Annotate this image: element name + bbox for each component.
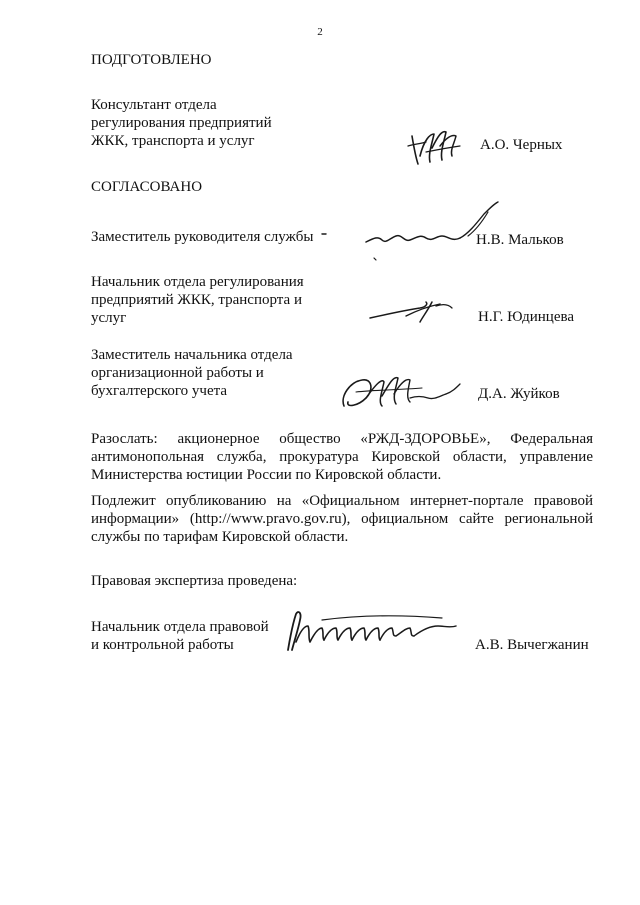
agreed-name-1: Н.В. Мальков [476, 232, 564, 248]
prepared-position: Консультант отдела регулирования предприятий ЖКК, транспорта и услуг [91, 97, 272, 149]
page-number: 2 [317, 26, 323, 38]
prepared-heading: ПОДГОТОВЛЕНО [91, 52, 212, 68]
agreed-signature-3 [336, 368, 470, 416]
legal-review-name: А.В. Вычегжанин [475, 637, 589, 653]
legal-review-text: Правовая экспертиза проведена: [91, 573, 298, 589]
agreed-position-1: Заместитель руководителя службы [91, 229, 314, 245]
distribution-text: Разослать: акционерное общество «РЖД-ЗДОРОВЬЕ», Федеральная антимонопольная служба, прокуратура Кировской области, управление Министерства юстиции России по Кировской области. [91, 431, 593, 483]
publication-text: Подлежит опубликованию на «Официальном интернет-портале правовой информации» (http://www.pravo.gov.ru), официальном сайте региональной службы по тарифам Кировской области. [91, 493, 593, 545]
agreed-position-3: Заместитель начальника отдела организационной работы и бухгалтерского учета [91, 347, 293, 399]
legal-review-signature [282, 606, 462, 656]
agreed-heading: СОГЛАСОВАНО [91, 179, 203, 195]
agreed-signature-2 [366, 296, 458, 326]
prepared-name: А.О. Черных [480, 137, 563, 153]
prepared-signature [404, 126, 468, 170]
agreed-position-2: Начальник отдела регулирования предприятий ЖКК, транспорта и услуг [91, 274, 304, 326]
agreed-name-2: Н.Г. Юдинцева [478, 309, 575, 325]
legal-review-position: Начальник отдела правовой и контрольной работы [91, 619, 269, 653]
agreed-name-3: Д.А. Жуйков [478, 386, 560, 402]
